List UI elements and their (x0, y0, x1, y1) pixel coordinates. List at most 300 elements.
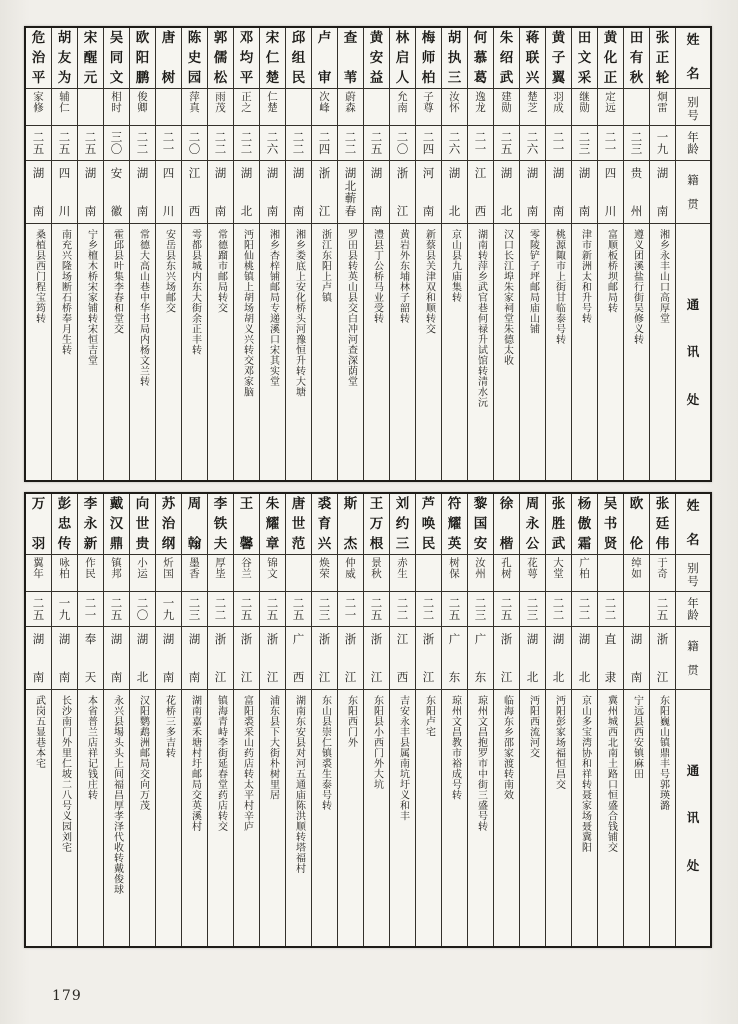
origin-cell-text (442, 627, 467, 689)
address-text: 沔阳彭家场福恒昌交 (553, 695, 565, 790)
char: 羽 (553, 91, 564, 103)
address-cell (520, 224, 545, 480)
char: 邦 (111, 568, 122, 581)
age-cell-text (156, 126, 181, 160)
name-cell (546, 28, 571, 89)
name-cell (208, 494, 233, 555)
address-cell (26, 690, 51, 946)
char: 二 (266, 595, 279, 610)
address-cell (624, 690, 649, 946)
char: 时 (111, 102, 122, 115)
name-cell-text (546, 28, 571, 88)
alias-cell-text (650, 555, 675, 591)
char: 家 (33, 91, 44, 103)
char: 保 (449, 568, 460, 581)
person-column (26, 494, 51, 946)
alias-cell (26, 555, 51, 592)
registry-table-top (24, 26, 712, 482)
alias-cell (520, 89, 545, 126)
char: 五 (500, 142, 513, 156)
age-cell (494, 592, 519, 627)
char: 厚 (215, 557, 226, 569)
alias-cell (208, 89, 233, 126)
char: 一 (474, 142, 487, 156)
origin-cell (104, 627, 129, 690)
alias-cell-text (650, 89, 675, 125)
char: 三 (318, 608, 331, 622)
char: 李 (83, 496, 98, 512)
address-cell (286, 690, 311, 946)
origin-cell (598, 161, 623, 224)
char: 武 (551, 535, 566, 552)
char: 湖 (448, 166, 461, 180)
char: 翼 (33, 557, 44, 569)
name-cell (52, 28, 77, 89)
char: 浙 (266, 632, 279, 646)
char: 三 (578, 142, 591, 156)
alias-cell-text (338, 555, 363, 591)
char: 田 (577, 30, 592, 46)
alias-cell-text (208, 89, 233, 125)
origin-cell-text (312, 627, 337, 689)
char: 五 (370, 142, 383, 156)
origin-cell (364, 627, 389, 690)
alias-cell-text (52, 555, 77, 591)
origin-cell-text (468, 161, 493, 223)
char: 名 (686, 67, 700, 83)
origin-cell (520, 161, 545, 224)
char: 仁 (265, 49, 280, 66)
origin-cell (52, 627, 77, 690)
alias-cell-text (520, 555, 545, 591)
address-cell (208, 690, 233, 946)
alias-cell-text (494, 555, 519, 591)
name-cell-text (364, 494, 389, 554)
char: 一 (162, 142, 175, 156)
registry-table-bottom (24, 492, 712, 948)
char: 组 (291, 49, 306, 66)
char: 江 (318, 669, 331, 684)
person-column (545, 494, 571, 946)
age-cell (520, 592, 545, 627)
char: 树 (161, 69, 176, 86)
char: 建 (501, 91, 512, 103)
address-text: 桑植县西门程宝筠转 (33, 229, 45, 324)
char: 斯 (343, 496, 358, 512)
char: 湖 (162, 632, 175, 646)
alias-cell (598, 555, 623, 592)
person-column (415, 494, 441, 946)
alias-cell (650, 89, 675, 126)
origin-cell (234, 161, 259, 224)
alias-cell (286, 89, 311, 126)
age-cell (260, 126, 285, 161)
age-cell-text (364, 126, 389, 160)
name-cell (234, 28, 259, 89)
age-cell (624, 126, 649, 161)
alias-cell (364, 555, 389, 592)
alias-cell (416, 89, 441, 126)
alias-cell-text (494, 89, 519, 125)
alias-cell-text (182, 89, 207, 125)
alias-cell (78, 555, 103, 592)
header-name-text (676, 28, 710, 88)
char: 联 (525, 49, 540, 66)
alias-cell (494, 89, 519, 126)
char: 张 (551, 496, 566, 512)
name-cell (572, 28, 597, 89)
char: 唤 (421, 515, 436, 532)
char: 天 (84, 669, 97, 684)
char: 永 (525, 515, 540, 532)
char: 二 (318, 595, 331, 610)
address-text: 遵义团溪盐行街吴修义转 (631, 229, 643, 345)
char: 别 (687, 561, 699, 576)
char: 正 (241, 91, 252, 103)
person-column (181, 494, 207, 946)
name-cell (78, 494, 103, 555)
char: 贵 (630, 166, 643, 180)
origin-cell-text (442, 161, 467, 223)
origin-cell (104, 161, 129, 224)
origin-cell (182, 161, 207, 224)
char: 三 (395, 535, 410, 552)
char: 刘 (395, 496, 410, 512)
name-cell-text (156, 494, 181, 554)
address-text: 常德蹓市邮局转交 (215, 229, 227, 313)
age-cell-text (650, 592, 675, 626)
char: 小 (137, 557, 148, 569)
char: 二 (552, 595, 565, 610)
person-column (311, 28, 337, 480)
char: 〇 (110, 142, 123, 156)
char: 浙 (344, 632, 357, 646)
address-text: 浙江东阳上卢镇 (319, 229, 331, 303)
char: 湖 (266, 166, 279, 180)
age-cell-text (650, 126, 675, 160)
name-cell-text (104, 494, 129, 554)
char: 夫 (213, 535, 228, 552)
char: 南 (656, 203, 669, 218)
char: 史 (187, 49, 202, 66)
name-cell-text (78, 28, 103, 88)
origin-cell (156, 627, 181, 690)
origin-cell (572, 161, 597, 224)
char: 焕 (319, 557, 330, 569)
char: 浙 (318, 632, 331, 646)
name-cell-text (364, 28, 389, 88)
char: 蒋 (525, 30, 540, 46)
char: 平 (239, 69, 254, 86)
char: 湖 (58, 632, 71, 646)
char: 江 (266, 669, 279, 684)
char: 湖 (630, 632, 643, 646)
alias-cell-text (130, 89, 155, 125)
char: 允 (397, 91, 408, 103)
char: 二 (396, 129, 409, 144)
char: 江 (318, 203, 331, 218)
address-text: 东阳西门外 (345, 695, 357, 748)
alias-cell (130, 89, 155, 126)
origin-cell (52, 161, 77, 224)
origin-cell-text (208, 627, 233, 689)
age-cell (338, 126, 363, 161)
char: 胡 (447, 30, 462, 46)
name-cell-text (260, 494, 285, 554)
header-column (675, 28, 710, 480)
age-cell-text (156, 592, 181, 626)
alias-cell (520, 555, 545, 592)
address-text: 湘乡娄底上安化桥头河豫恒升转大塘 (293, 229, 305, 397)
alias-cell-text (234, 555, 259, 591)
char: 万 (369, 515, 384, 532)
header-alias (676, 555, 710, 592)
age-cell-text (104, 592, 129, 626)
char: 浙 (214, 632, 227, 646)
char: 川 (162, 203, 175, 218)
char: 南 (110, 669, 123, 684)
alias-cell (390, 89, 415, 126)
char: 号 (687, 107, 699, 122)
char: 东 (474, 669, 487, 684)
char: 远 (605, 102, 616, 115)
age-cell-text (416, 126, 441, 160)
char: 香 (189, 568, 200, 581)
name-cell (520, 28, 545, 89)
char: 姓 (686, 499, 700, 514)
char: 徽 (110, 203, 123, 218)
alias-cell (494, 555, 519, 592)
char: 永 (83, 515, 98, 532)
name-cell-text (130, 28, 155, 88)
char: 平 (31, 69, 46, 86)
age-cell-text (182, 126, 207, 160)
address-cell (442, 224, 467, 480)
header-origin (676, 161, 710, 224)
name-cell-text (520, 28, 545, 88)
age-cell (364, 126, 389, 161)
name-cell (312, 28, 337, 89)
char: 彭 (57, 496, 72, 512)
age-cell (286, 592, 311, 627)
age-cell (468, 126, 493, 161)
char: 鼎 (109, 535, 124, 552)
name-cell (442, 494, 467, 555)
age-cell-text (208, 126, 233, 160)
char: 作 (85, 557, 96, 569)
alias-cell-text (416, 555, 441, 591)
person-column (441, 494, 467, 946)
header-age (676, 592, 710, 627)
name-cell-text (234, 28, 259, 88)
char: 卢 (317, 30, 332, 46)
name-cell (26, 28, 51, 89)
char: 九 (656, 142, 669, 156)
char: 通 (686, 297, 700, 313)
char: 南 (32, 669, 45, 684)
header-name (676, 494, 710, 555)
char: 广 (579, 557, 590, 569)
char: 民 (421, 535, 436, 552)
person-column (467, 28, 493, 480)
address-cell (442, 690, 467, 946)
char: 二 (526, 595, 539, 610)
header-column (675, 494, 710, 946)
char: 林 (395, 30, 410, 46)
age-cell-text (286, 126, 311, 160)
name-cell-text (156, 28, 181, 88)
alias-cell (260, 555, 285, 592)
char: 汝 (475, 557, 486, 569)
address-cell (156, 224, 181, 480)
address-text: 黄岩外东埔林子韶转 (397, 229, 409, 324)
alias-cell (130, 555, 155, 592)
address-cell (468, 224, 493, 480)
person-column (649, 494, 675, 946)
age-cell (624, 592, 649, 627)
origin-cell-text (208, 161, 233, 223)
char: 修 (33, 102, 44, 115)
origin-cell-text (572, 161, 597, 223)
char: 堂 (553, 568, 564, 581)
alias-cell (468, 89, 493, 126)
char: 执 (447, 49, 462, 66)
char: 芦 (421, 496, 436, 512)
char: 园 (187, 69, 202, 86)
char: 号 (687, 573, 699, 588)
origin-cell-text (156, 627, 181, 689)
name-cell-text (26, 494, 51, 554)
origin-cell (338, 161, 363, 224)
char: 江 (344, 669, 357, 684)
name-cell-text (650, 494, 675, 554)
age-cell-text (104, 126, 129, 160)
person-column (207, 28, 233, 480)
address-cell (416, 690, 441, 946)
char: 朱 (499, 30, 514, 46)
address-text: 东阳县小西门外大坑 (371, 695, 383, 790)
alias-cell-text (390, 555, 415, 591)
alias-cell (572, 555, 597, 592)
origin-cell (26, 627, 51, 690)
origin-cell (624, 627, 649, 690)
char: 何 (473, 30, 488, 46)
alias-cell (338, 555, 363, 592)
address-text: 新蔡县关津双和顺转交 (423, 229, 435, 334)
char: 羽 (31, 535, 46, 552)
address-text: 东山县崇仁镇裘生泰号转 (319, 695, 331, 811)
char: 川 (604, 203, 617, 218)
address-text: 东阳卢宅 (423, 695, 435, 737)
char: 二 (344, 129, 357, 144)
origin-cell-text (494, 627, 519, 689)
char: 蔚 (345, 91, 356, 103)
alias-cell-text (78, 555, 103, 591)
age-cell-text (78, 592, 103, 626)
person-column (597, 28, 623, 480)
origin-cell-text (624, 161, 649, 223)
age-cell (572, 592, 597, 627)
name-cell-text (624, 28, 649, 88)
char: 贤 (603, 535, 618, 552)
char: 南 (188, 669, 201, 684)
char: 成 (553, 102, 564, 115)
origin-cell-text (650, 627, 675, 689)
address-cell (104, 224, 129, 480)
char: 一 (656, 129, 669, 144)
address-text: 湖南东安县对河五通庙陈洪顺转塔福村 (293, 695, 305, 874)
char: 州 (630, 203, 643, 218)
char: 二 (188, 129, 201, 144)
name-cell (234, 494, 259, 555)
address-text: 罗田县转英山县交白冲河查深荫堂 (345, 229, 357, 387)
alias-cell (416, 555, 441, 592)
name-cell-text (182, 28, 207, 88)
name-cell-text (286, 494, 311, 554)
address-cell (598, 690, 623, 946)
age-cell (78, 592, 103, 627)
address-text: 富阳裘采山药店转太平村辛庐 (241, 695, 253, 832)
age-cell-text (494, 126, 519, 160)
char: 湖 (526, 632, 539, 646)
age-cell (104, 592, 129, 627)
origin-cell (624, 161, 649, 224)
char: 五 (292, 608, 305, 622)
person-column (649, 28, 675, 480)
char: 龄 (687, 142, 699, 156)
char: 楷 (499, 535, 514, 552)
origin-cell-text (546, 627, 571, 689)
address-text: 桃源陬市上街甘临泰号转 (553, 229, 565, 345)
person-column (467, 494, 493, 946)
char: 定 (605, 91, 616, 103)
alias-cell (182, 89, 207, 126)
char: 浙 (370, 632, 383, 646)
char: 二 (474, 595, 487, 610)
char: 益 (369, 69, 384, 86)
char: 之 (241, 102, 252, 115)
char: 南 (214, 203, 227, 218)
char: 二 (292, 129, 305, 144)
name-cell (208, 28, 233, 89)
char: 赤 (397, 557, 408, 569)
char: 讯 (686, 810, 700, 826)
origin-cell (416, 627, 441, 690)
header-alias (676, 89, 710, 126)
address-cell (208, 224, 233, 480)
char: 阳 (135, 49, 150, 66)
person-column (519, 28, 545, 480)
alias-cell-text (598, 555, 623, 591)
age-cell (156, 126, 181, 161)
name-cell (416, 28, 441, 89)
name-cell (650, 28, 675, 89)
address-cell (312, 690, 337, 946)
char: 南 (397, 102, 408, 115)
char: 二 (604, 595, 617, 610)
origin-cell-text (104, 161, 129, 223)
person-column (233, 494, 259, 946)
name-cell (312, 494, 337, 555)
char: 纲 (161, 535, 176, 552)
origin-cell (208, 161, 233, 224)
person-column (259, 28, 285, 480)
age-cell (312, 592, 337, 627)
char: 铁 (213, 515, 228, 532)
char: 北 (136, 669, 149, 684)
address-text: 永兴县埸头头上间福昌厚孝泽代收转戴俊球 (111, 695, 123, 895)
char: 直 (604, 632, 617, 646)
